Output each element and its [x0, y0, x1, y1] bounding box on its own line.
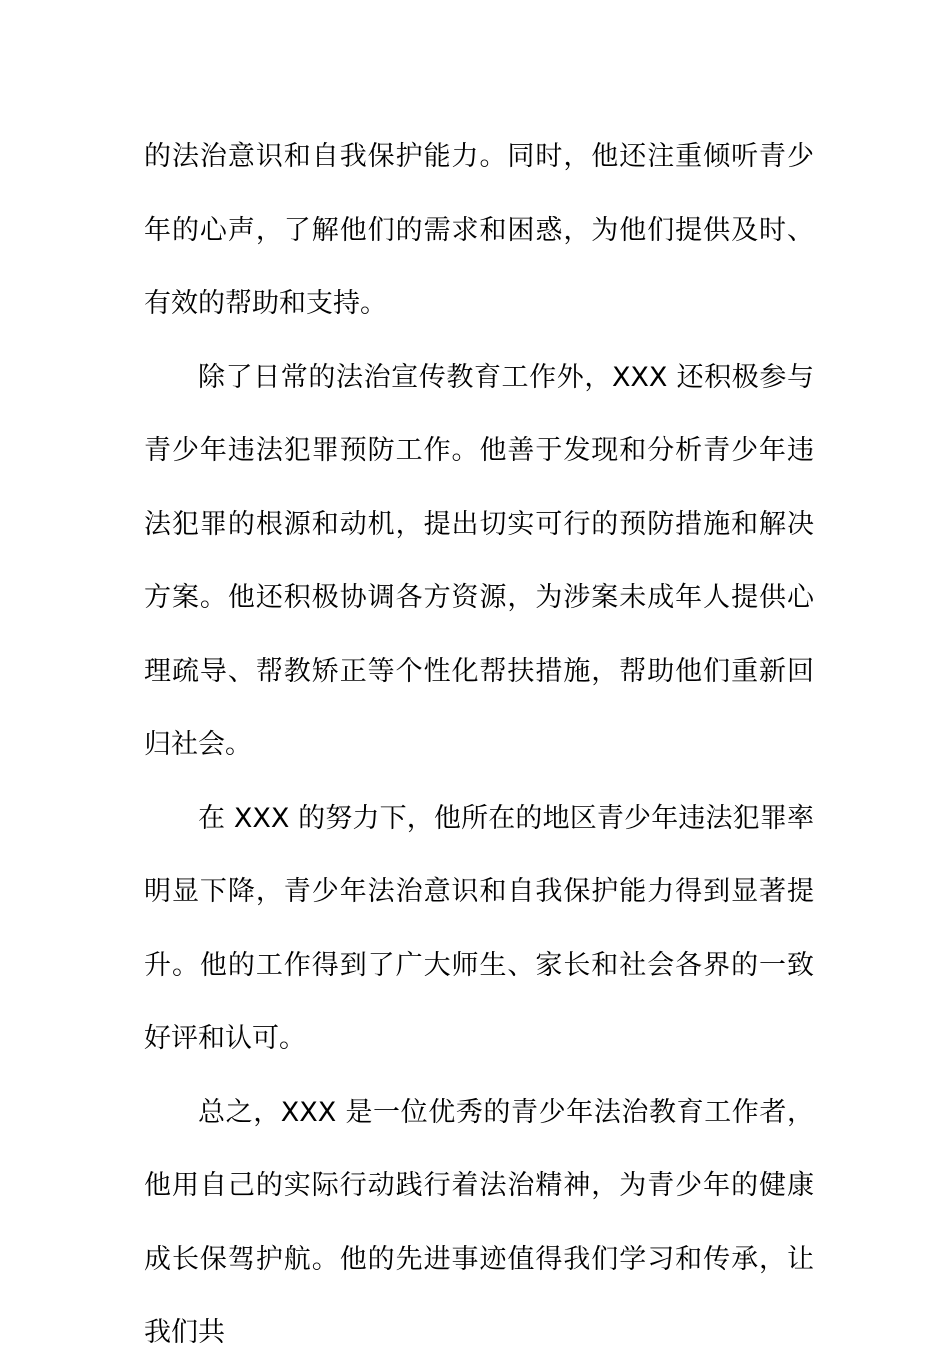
paragraph-results: 在 XXX 的努力下，他所在的地区青少年违法犯罪率明显下降，青少年法治意识和自我保护能力得到显著提升。他的工作得到了广大师生、家长和社会各界的一致好评和认可。 [144, 802, 814, 1054]
paragraph-conclusion: 总之，XXX 是一位优秀的青少年法治教育工作者，他用自己的实际行动践行着法治精神，为青少年的健康成长保驾护航。他的先进事迹值得我们学习和传承，让我们共 [144, 1096, 814, 1348]
body-text [144, 120, 814, 1370]
paragraph-continued: 的法治意识和自我保护能力。同时，他还注重倾听青少年的心声，了解他们的需求和困惑，为他们提供及时、有效的帮助和支持。 [144, 141, 814, 319]
paragraph-prevention-work: 除了日常的法治宣传教育工作外，XXX 还积极参与青少年违法犯罪预防工作。他善于发现和分析青少年违法犯罪的根源和动机，提出切实可行的预防措施和解决方案。他还积极协调各方资源，为涉案未成年人提供心理疏导、帮教矫正等个性化帮扶措施，帮助他们重新回归社会。 [144, 361, 814, 760]
